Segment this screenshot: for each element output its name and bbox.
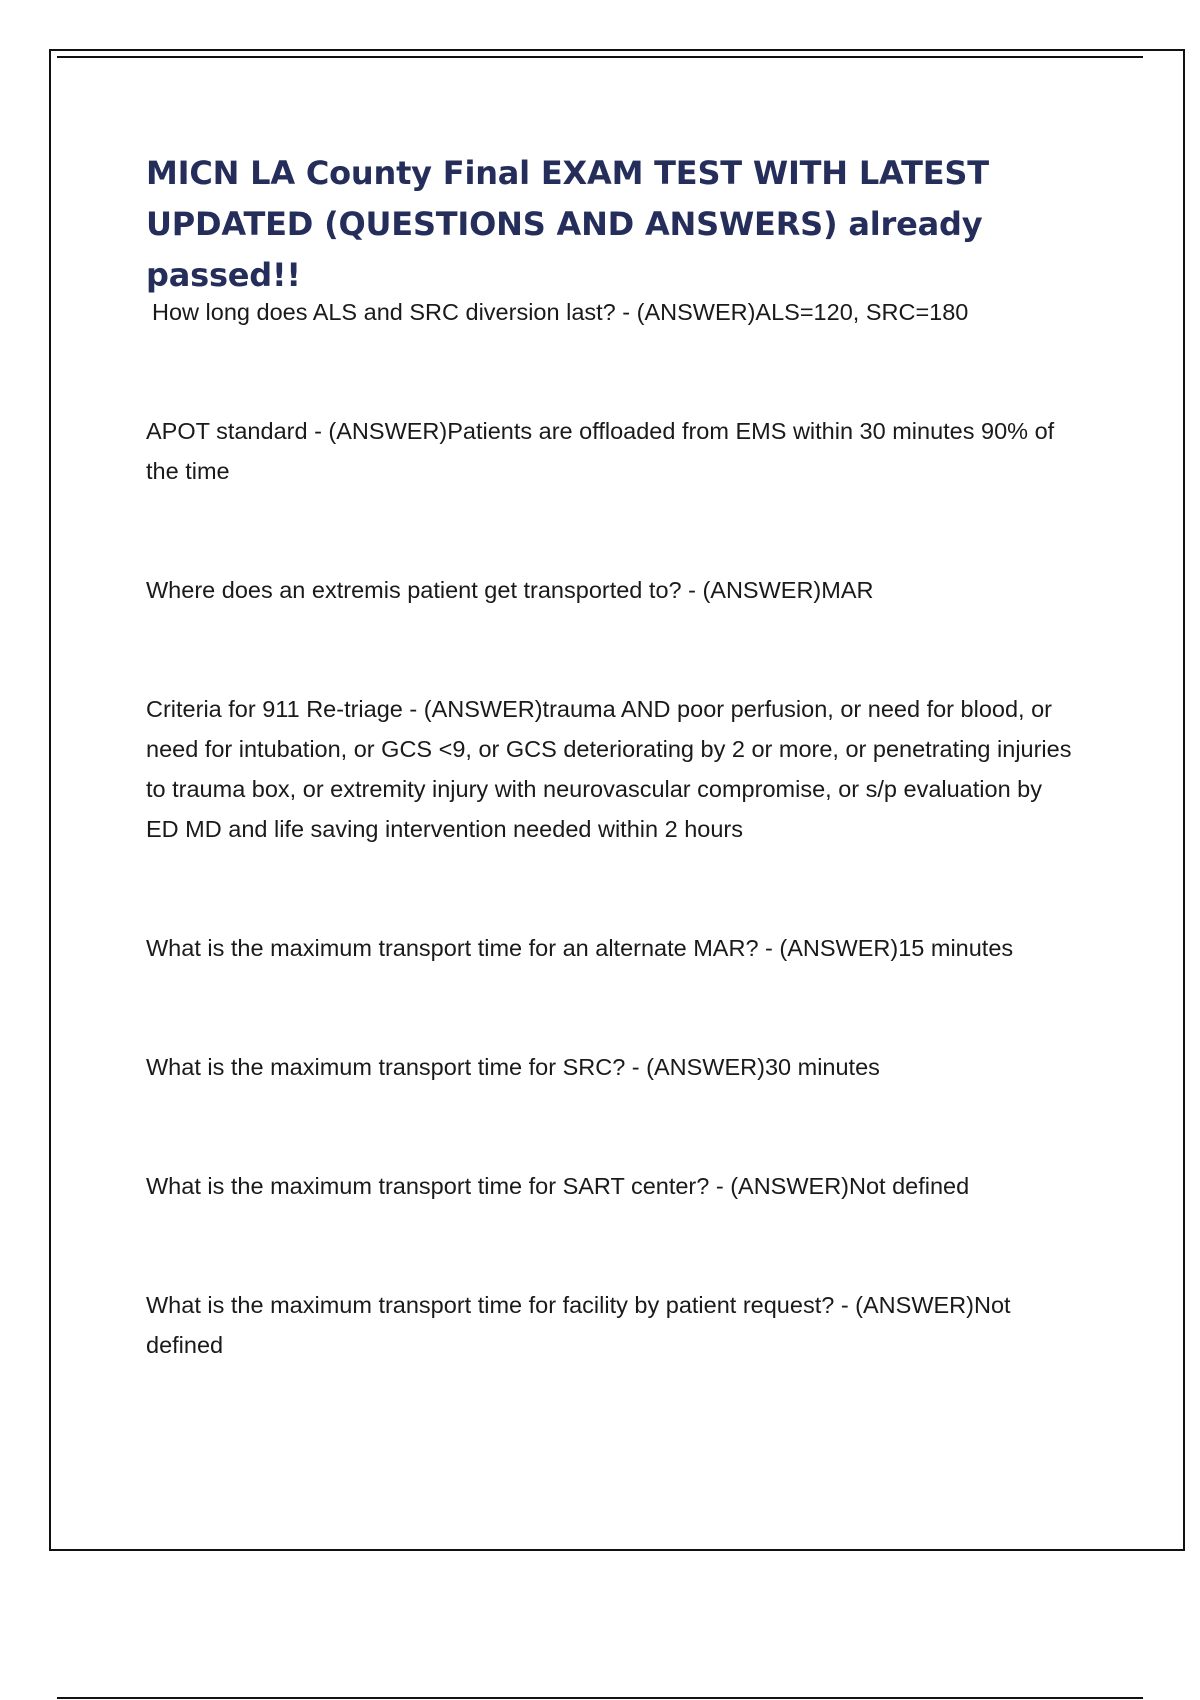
document-title: MICN LA County Final EXAM TEST WITH LATEST UPDATED (QUESTIONS AND ANSWERS) already passed!! xyxy=(146,154,989,294)
qa-item-4: Criteria for 911 Re-triage - (ANSWER)trauma AND poor perfusion, or need for blood, or need for intubation, or GCS <9, or GCS deteriorating by 2 or more, or penetrating injuries to trauma box, or extremity injury with neurovascular compromise, or s/p evaluation by ED MD and life saving intervention needed within 2 hours xyxy=(146,696,1072,842)
document-content xyxy=(146,148,1076,1365)
qa-item-7: What is the maximum transport time for SART center? - (ANSWER)Not defined xyxy=(146,1173,970,1199)
qa-item-1: How long does ALS and SRC diversion last? - (ANSWER)ALS=120, SRC=180 xyxy=(152,299,969,325)
qa-list xyxy=(146,292,1076,1365)
qa-item-8: What is the maximum transport time for facility by patient request? - (ANSWER)Not defined xyxy=(146,1292,1011,1358)
qa-item-2: APOT standard - (ANSWER)Patients are offloaded from EMS within 30 minutes 90% of the time xyxy=(146,418,1055,484)
qa-item-6: What is the maximum transport time for SRC? - (ANSWER)30 minutes xyxy=(146,1054,880,1080)
bottom-rule xyxy=(57,1697,1143,1699)
qa-item-5: What is the maximum transport time for an alternate MAR? - (ANSWER)15 minutes xyxy=(146,935,1014,961)
qa-item-3: Where does an extremis patient get transported to? - (ANSWER)MAR xyxy=(146,577,874,603)
